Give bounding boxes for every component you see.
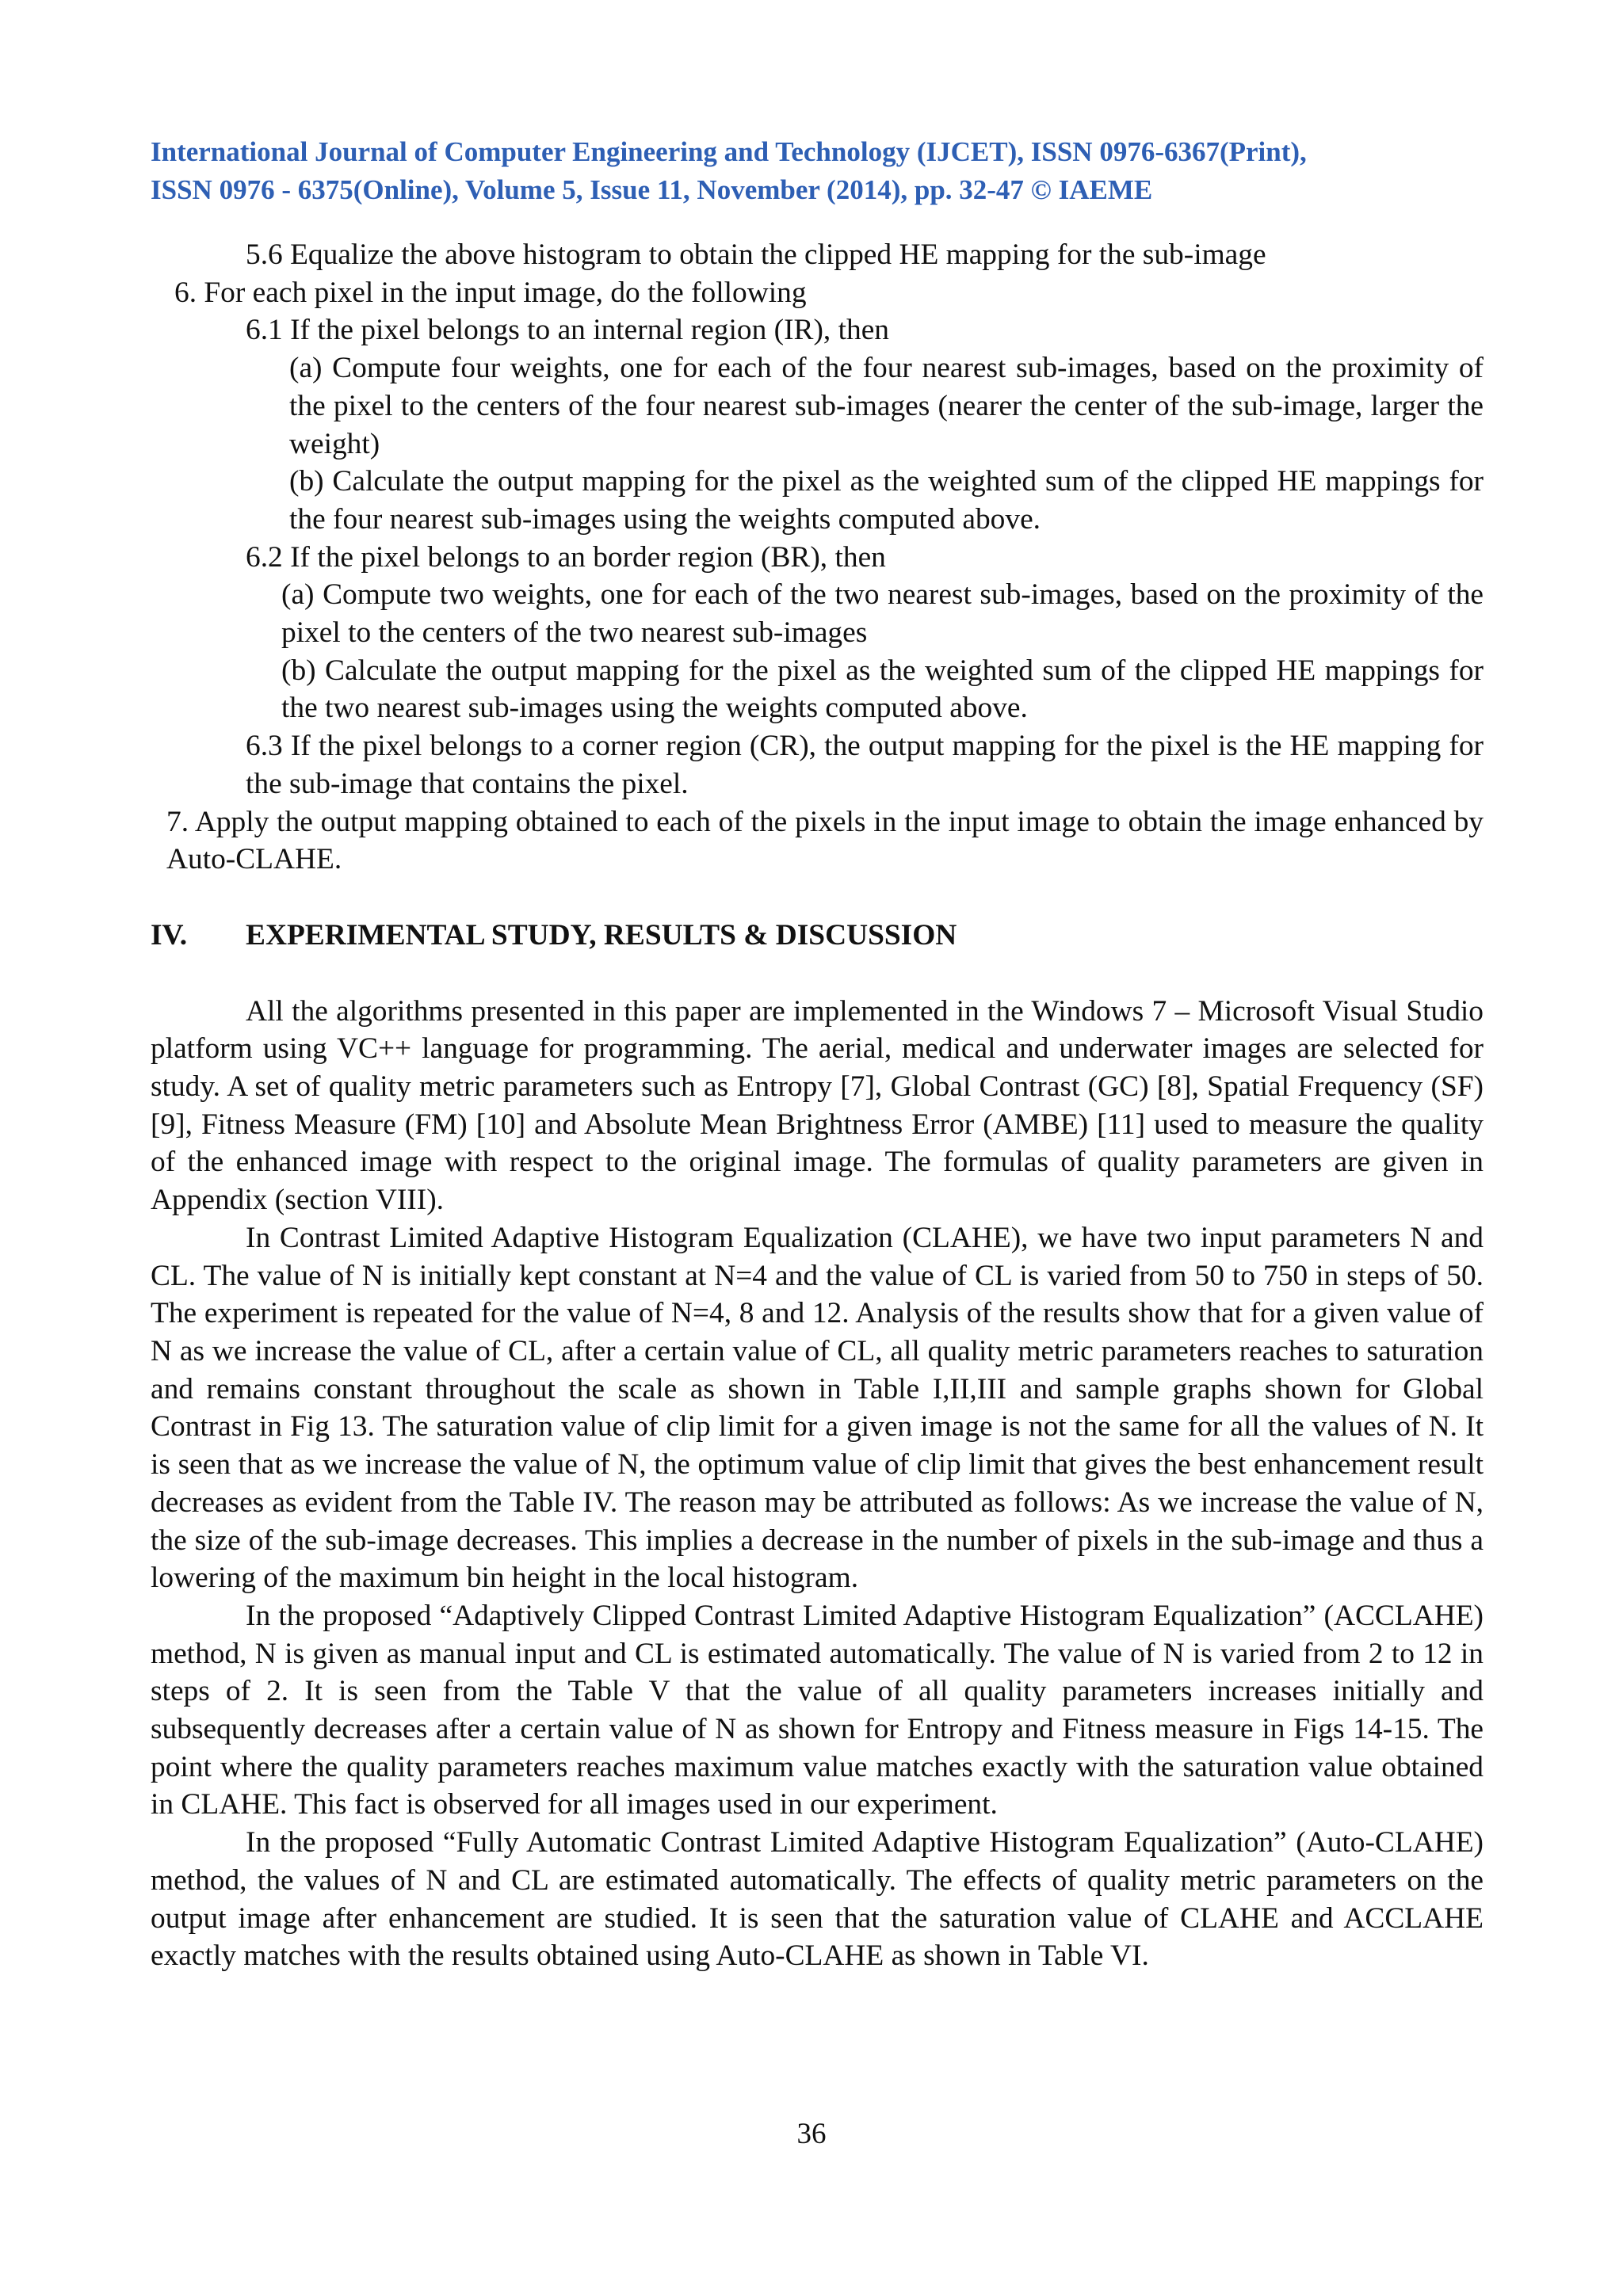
step-5-6: 5.6 Equalize the above histogram to obtain the clipped HE mapping for the sub-image — [246, 238, 1266, 271]
section-heading — [151, 917, 1484, 955]
section-number: IV. — [151, 918, 188, 952]
step-6: 6. For each pixel in the input image, do the following — [174, 276, 807, 309]
body-text — [151, 236, 1484, 1975]
step-6-1: 6.1 If the pixel belongs to an internal region (IR), then — [246, 314, 889, 347]
step-6-2-b: (b) Calculate the output mapping for the pixel as the weighted sum of the clipped HE mappings for the two nearest sub-images using the weights computed above. — [281, 654, 1484, 725]
step-6-1-b: (b) Calculate the output mapping for the pixel as the weighted sum of the clipped HE mappings for the four nearest sub-images using the weights computed above. — [289, 465, 1484, 536]
paragraph-2: In Contrast Limited Adaptive Histogram Equalization (CLAHE), we have two input parameters N and CL. The value of N is initially kept constant at N=4 and the value of CL is varied from 50 to 750 in steps of 50. The experiment is repeated for the value of N=4, 8 and 12. Analysis of the results show that for a given value of N as we increase the value of CL, after a certain value of CL, all quality metric parameters reaches to saturation and remains constant throughout the scale as shown in Table I,II,III and sample graphs shown for Global Contrast in Fig 13. The saturation value of clip limit for a given image is not the same for all the values of N. It is seen that as we increase the value of N, the optimum value of clip limit that gives the best enhancement result decreases as evident from the Table IV. The reason may be attributed as follows: As we increase the value of N, the size of the sub-image decreases. This implies a decrease in the number of pixels in the sub-image and thus a lowering of the maximum bin height in the local histogram. — [151, 1221, 1484, 1595]
page-number: 36 — [796, 2118, 827, 2150]
step-6-1-a: (a) Compute four weights, one for each of the four nearest sub-images, based on the proximity of the pixel to the centers of the four nearest sub-images (nearer the center of the sub-image, larger the weight) — [289, 352, 1484, 460]
paragraph-1: All the algorithms presented in this paper are implemented in the Windows 7 – Microsoft Visual Studio platform using VC++ language for programming. The aerial, medical and underwater images are selected for study. A set of quality metric parameters such as Entropy [7], Global Contrast (GC) [8], Spatial Frequency (SF) [9], Fitness Measure (FM) [10] and Absolute Mean Brightness Error (AMBE) [11] used to measure the quality of the enhanced image with respect to the original image. The formulas of quality parameters are given in Appendix (section VIII). — [151, 994, 1484, 1217]
step-7: 7. Apply the output mapping obtained to each of the pixels in the input image to obtain the image enhanced by Auto-CLAHE. — [166, 805, 1484, 876]
paragraph-3: In the proposed “Adaptively Clipped Contrast Limited Adaptive Histogram Equalization” (ACCLAHE) method, N is given as manual input and CL is estimated automatically. The value of N is varied from 2 to 12 in steps of 2. It is seen from the Table V that the value of all quality parameters increases initially and subsequently decreases after a certain value of N as shown for Entropy and Fitness measure in Figs 14-15. The point where the quality parameters reaches maximum value matches exactly with the saturation value obtained in CLAHE. This fact is observed for all images used in our experiment. — [151, 1599, 1484, 1821]
step-6-3: 6.3 If the pixel belongs to a corner region (CR), the output mapping for the pixel is the HE mapping for the sub-image that contains the pixel. — [246, 730, 1484, 800]
journal-header-line-2: ISSN 0976 - 6375(Online), Volume 5, Issue 11, November (2014), pp. 32-47 © IAEME — [151, 174, 1153, 205]
journal-header-line-1: International Journal of Computer Engineering and Technology (IJCET), ISSN 0976-6367(Print), — [151, 136, 1307, 167]
step-6-2-a: (a) Compute two weights, one for each of the two nearest sub-images, based on the proximity of the pixel to the centers of the two nearest sub-images — [281, 578, 1484, 650]
paragraph-4: In the proposed “Fully Automatic Contrast Limited Adaptive Histogram Equalization” (Auto-CLAHE) method, the values of N and CL are estimated automatically. The effects of quality metric parameters on the output image after enhancement are studied. It is seen that the saturation value of CLAHE and ACCLAHE exactly matches with the results obtained using Auto-CLAHE as shown in Table VI. — [151, 1826, 1484, 1973]
step-6-2: 6.2 If the pixel belongs to an border region (BR), then — [246, 540, 886, 574]
journal-header — [151, 133, 1482, 209]
section-title: EXPERIMENTAL STUDY, RESULTS & DISCUSSION — [246, 918, 957, 952]
